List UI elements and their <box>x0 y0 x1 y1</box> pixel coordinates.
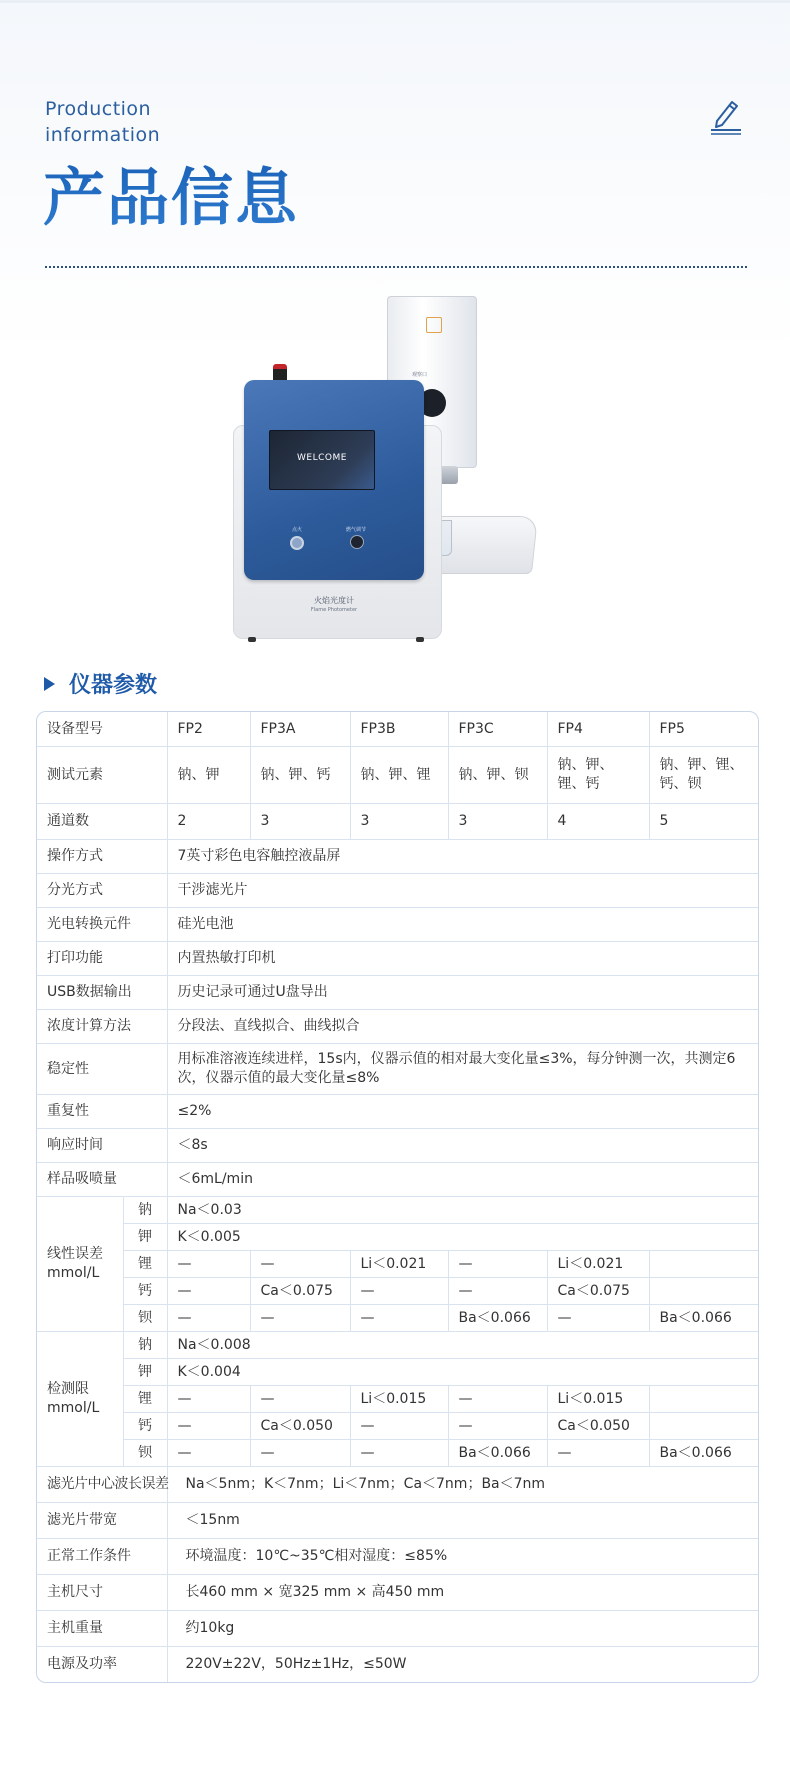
row-label: 电源及功率 <box>37 1647 167 1683</box>
device-ignite-label: 点火 <box>292 527 303 533</box>
section-title-text: 仪器参数 <box>69 673 158 698</box>
table-cell: ≤2% <box>167 1095 758 1129</box>
table-cell: 约10kg <box>167 1611 758 1647</box>
row-label-line: mmol/L <box>47 1265 100 1281</box>
table-row <box>37 1197 758 1224</box>
row-label: 滤光片中心波长误差 <box>37 1467 167 1503</box>
table-cell: FP4 <box>547 712 649 747</box>
table-cell: Li＜0.021 <box>547 1251 649 1278</box>
row-label: 正常工作条件 <box>37 1539 167 1575</box>
device-brand-cn: 火焰光度计 <box>314 596 354 605</box>
top-border <box>0 0 790 3</box>
table-cell: FP3A <box>250 712 350 747</box>
header-en-line1: Production <box>45 98 152 120</box>
table-cell <box>649 1386 758 1413</box>
table-cell: Li＜0.021 <box>350 1251 448 1278</box>
table-row <box>37 874 758 908</box>
table-cell: — <box>350 1413 448 1440</box>
table-row <box>37 1224 758 1251</box>
table-cell: 用标准溶液连续进样，15s内，仪器示值的相对最大变化量≤3%，每分钟测一次，共测定6次，仪器示值的最大变化量≤8% <box>167 1044 758 1095</box>
table-cell: 3 <box>448 804 547 840</box>
table-cell: 历史记录可通过U盘导出 <box>167 976 758 1010</box>
table-row <box>37 1647 758 1683</box>
row-label: 打印功能 <box>37 942 167 976</box>
row-label: 样品吸喷量 <box>37 1163 167 1197</box>
table-cell: K＜0.004 <box>167 1359 758 1386</box>
table-row <box>37 1044 758 1095</box>
table-cell: 分段法、直线拟合、曲线拟合 <box>167 1010 758 1044</box>
table-row <box>37 804 758 840</box>
table-cell: — <box>448 1251 547 1278</box>
table-row <box>37 976 758 1010</box>
table-cell: — <box>167 1251 250 1278</box>
table-cell: 硅光电池 <box>167 908 758 942</box>
table-row <box>37 1467 758 1503</box>
row-label: 重复性 <box>37 1095 167 1129</box>
table-cell: Ba＜0.066 <box>448 1440 547 1467</box>
row-label: 稳定性 <box>37 1044 167 1095</box>
row-label: 设备型号 <box>37 712 167 747</box>
table-row <box>37 1278 758 1305</box>
row-label-linearity <box>37 1197 123 1332</box>
table-cell: 钠、钾 <box>167 747 250 804</box>
page-title: 产品信息 <box>43 158 299 238</box>
table-row <box>37 840 758 874</box>
table-cell: — <box>448 1413 547 1440</box>
table-cell: ＜6mL/min <box>167 1163 758 1197</box>
table-cell: 内置热敏打印机 <box>167 942 758 976</box>
row-label: 测试元素 <box>37 747 167 804</box>
table-cell: — <box>167 1440 250 1467</box>
table-cell: 5 <box>649 804 758 840</box>
row-label: 光电转换元件 <box>37 908 167 942</box>
row-label-line: 检测限 <box>47 1381 89 1397</box>
row-label: 浓度计算方法 <box>37 1010 167 1044</box>
header-en-line2: information <box>45 124 161 146</box>
table-cell: — <box>250 1440 350 1467</box>
row-label: 分光方式 <box>37 874 167 908</box>
device-gas-label: 燃气调节 <box>346 527 367 533</box>
table-row <box>37 1332 758 1359</box>
table-cell: — <box>547 1305 649 1332</box>
table-cell: — <box>448 1386 547 1413</box>
device-gas-knob <box>350 535 364 549</box>
table-cell: — <box>547 1440 649 1467</box>
row-label: 操作方式 <box>37 840 167 874</box>
table-cell: Na＜5nm；K＜7nm；Li＜7nm；Ca＜7nm；Ba＜7nm <box>167 1467 758 1503</box>
table-cell: — <box>250 1251 350 1278</box>
table-row <box>37 1575 758 1611</box>
table-cell: Ba＜0.066 <box>448 1305 547 1332</box>
table-row <box>37 1305 758 1332</box>
table-cell: 钠、钾、锂、钙、钡 <box>649 747 758 804</box>
table-row <box>37 1095 758 1129</box>
table-cell: Ca＜0.075 <box>250 1278 350 1305</box>
table-cell: K＜0.005 <box>167 1224 758 1251</box>
table-cell: Li＜0.015 <box>350 1386 448 1413</box>
header-en <box>45 96 160 148</box>
table-cell: 7英寸彩色电容触控液晶屏 <box>167 840 758 874</box>
table-cell: 3 <box>350 804 448 840</box>
table-cell: 钠、钾、钡 <box>448 747 547 804</box>
device-brand-en: Flame Photometer <box>310 607 358 613</box>
table-cell <box>649 1251 758 1278</box>
table-cell: 长460 mm × 宽325 mm × 高450 mm <box>167 1575 758 1611</box>
table-row <box>37 1251 758 1278</box>
table-cell: 钠、钾、锂 <box>350 747 448 804</box>
table-cell: 3 <box>250 804 350 840</box>
element-label: 钾 <box>123 1224 167 1251</box>
triangle-icon <box>44 677 55 691</box>
table-cell: — <box>250 1386 350 1413</box>
table-cell: — <box>167 1278 250 1305</box>
table-cell: Na＜0.03 <box>167 1197 758 1224</box>
table-row <box>37 1440 758 1467</box>
table-cell: 钠、钾、锂、钙 <box>547 747 649 804</box>
element-label: 钙 <box>123 1278 167 1305</box>
row-label: 主机尺寸 <box>37 1575 167 1611</box>
table-cell: Ca＜0.075 <box>547 1278 649 1305</box>
row-label: USB数据输出 <box>37 976 167 1010</box>
table-cell: 4 <box>547 804 649 840</box>
table-cell: 干涉滤光片 <box>167 874 758 908</box>
table-row <box>37 1010 758 1044</box>
table-cell: — <box>350 1278 448 1305</box>
table-row <box>37 1129 758 1163</box>
element-label: 钠 <box>123 1332 167 1359</box>
element-label: 钡 <box>123 1440 167 1467</box>
section-title <box>44 668 157 699</box>
table-cell: Ca＜0.050 <box>250 1413 350 1440</box>
device-foot <box>416 637 424 642</box>
table-cell: — <box>350 1440 448 1467</box>
table-cell: — <box>167 1386 250 1413</box>
table-cell: FP2 <box>167 712 250 747</box>
device-window-label: 观察口 <box>412 372 428 378</box>
row-label: 滤光片带宽 <box>37 1503 167 1539</box>
table-cell: ＜8s <box>167 1129 758 1163</box>
table-cell: Ca＜0.050 <box>547 1413 649 1440</box>
dotted-divider <box>45 266 747 268</box>
pen-icon <box>708 96 744 136</box>
table-cell: — <box>167 1305 250 1332</box>
device-ignite-button <box>290 536 304 550</box>
element-label: 钡 <box>123 1305 167 1332</box>
table-cell: 环境温度：10℃~35℃相对湿度：≤85% <box>167 1539 758 1575</box>
table-cell: Li＜0.015 <box>547 1386 649 1413</box>
table-cell: — <box>350 1305 448 1332</box>
table-cell: Na＜0.008 <box>167 1332 758 1359</box>
row-label-detection <box>37 1332 123 1467</box>
row-label: 通道数 <box>37 804 167 840</box>
element-label: 钠 <box>123 1197 167 1224</box>
table-cell: — <box>167 1413 250 1440</box>
table-cell <box>649 1413 758 1440</box>
spec-table <box>36 711 759 1683</box>
table-row <box>37 1503 758 1539</box>
table-row <box>37 1386 758 1413</box>
table-cell: Ba＜0.066 <box>649 1305 758 1332</box>
table-row <box>37 1611 758 1647</box>
element-label: 锂 <box>123 1251 167 1278</box>
table-row <box>37 1163 758 1197</box>
row-label: 响应时间 <box>37 1129 167 1163</box>
product-image <box>230 330 550 642</box>
table-cell: 220V±22V，50Hz±1Hz，≤50W <box>167 1647 758 1683</box>
device-screen-text: WELCOME <box>297 453 347 463</box>
row-label: 主机重量 <box>37 1611 167 1647</box>
table-row <box>37 1359 758 1386</box>
row-label-line: 线性误差 <box>47 1246 103 1262</box>
table-cell: — <box>448 1278 547 1305</box>
table-row <box>37 712 758 747</box>
element-label: 锂 <box>123 1386 167 1413</box>
table-cell: — <box>250 1305 350 1332</box>
table-cell: 钠、钾、钙 <box>250 747 350 804</box>
table-row <box>37 908 758 942</box>
table-cell <box>649 1278 758 1305</box>
table-row <box>37 942 758 976</box>
table-cell: Ba＜0.066 <box>649 1440 758 1467</box>
table-cell: ＜15nm <box>167 1503 758 1539</box>
table-cell: FP5 <box>649 712 758 747</box>
table-cell: 2 <box>167 804 250 840</box>
warning-logo-icon <box>426 317 442 333</box>
table-cell: FP3C <box>448 712 547 747</box>
device-screen <box>269 430 375 490</box>
element-label: 钾 <box>123 1359 167 1386</box>
element-label: 钙 <box>123 1413 167 1440</box>
table-row <box>37 747 758 804</box>
table-cell: FP3B <box>350 712 448 747</box>
table-row <box>37 1413 758 1440</box>
table-row <box>37 1539 758 1575</box>
row-label-line: mmol/L <box>47 1400 100 1416</box>
device-foot <box>248 637 256 642</box>
